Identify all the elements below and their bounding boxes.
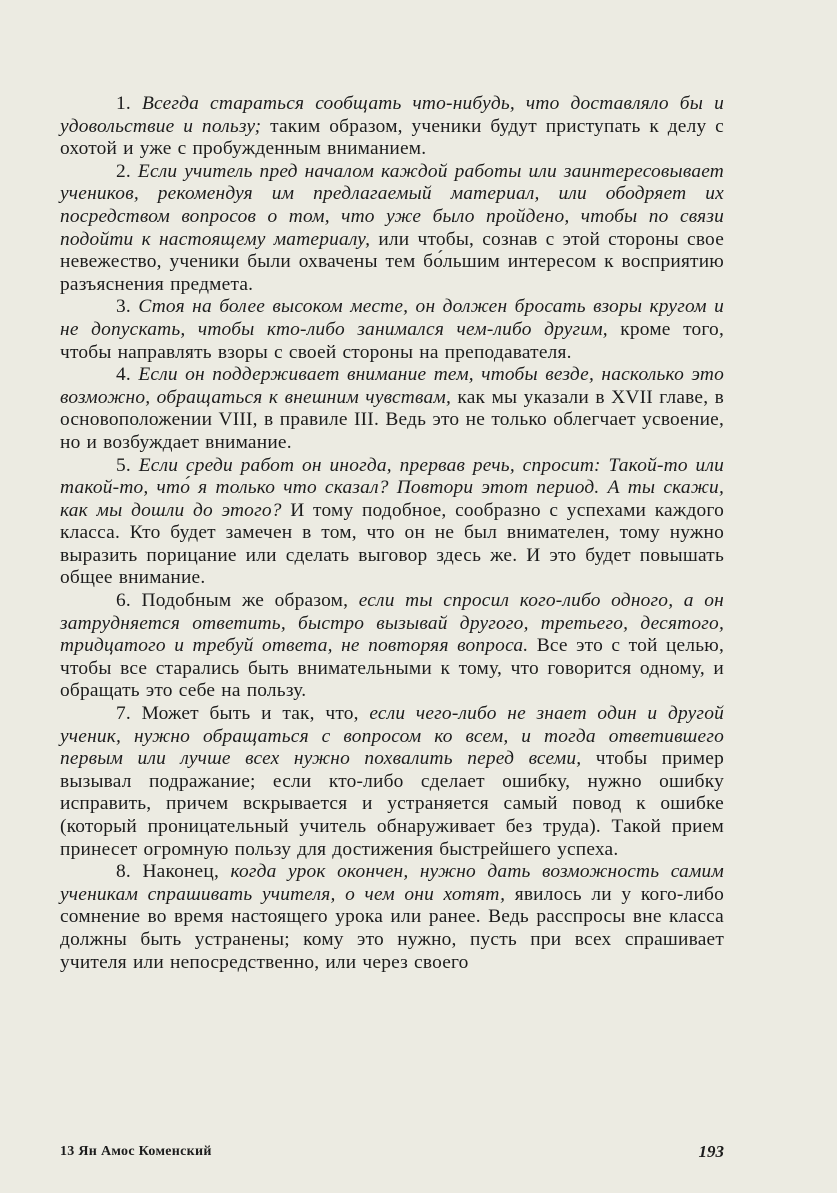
paragraph-number: 5. — [116, 454, 131, 476]
paragraph-number: 2. — [116, 160, 131, 182]
text: явилось ли у кого-либо сомнение во время настоящего урока или ранее. Ведь расспросы вне класса должны быть устранены; кому это нужно, пусть при всех спрашивает учителя или непосредственно, или через своего — [60, 883, 724, 973]
paragraph — [60, 455, 724, 591]
page-number: 193 — [698, 1142, 724, 1161]
paragraph-number: 3. — [116, 296, 131, 318]
paragraph — [60, 861, 724, 974]
text: Все это с той целью, чтобы все старались быть внимательными к тому, что говорится одному, и обращать это себе на пользу. — [60, 635, 725, 702]
text: Может быть и так, что, — [141, 703, 370, 725]
italic-text: Стоя на более высоком месте, он должен бросать взоры кругом и не допускать, чтобы кто-либо занимался чем-либо другим, — [60, 296, 724, 340]
paragraph-list — [60, 93, 724, 974]
italic-text: Всегда стараться сообщать что-нибудь, что доставляло бы и удовольствие и пользу; — [60, 93, 724, 137]
paragraph — [60, 364, 724, 454]
paragraph-number: 4. — [116, 364, 131, 386]
text: Подобным же образом, — [141, 590, 359, 612]
text: Наконец, — [142, 861, 231, 883]
paragraph — [60, 590, 724, 703]
text: или чтобы, сознав с этой стороны свое невежество, ученики были охвачены тем бо́льшим интересом к восприятию разъяснения предмета. — [60, 228, 724, 295]
paragraph-number: 1. — [116, 93, 131, 114]
italic-text: Если учитель пред началом каждой работы или заинтересовывает учеников, рекомендуя им предлагаемый материал, или ободряет их посредством вопросов о том, что уже было пройдено, чтобы по связи подойти к настоящему материалу, — [60, 160, 724, 250]
page-footer — [60, 1142, 724, 1164]
text: И тому подобное, сообразно с успехами каждого класса. Кто будет замечен в том, что он не был внимателен, тому нужно выразить порицание или сделать выговор здесь же. И это будет повышать общее внимание. — [60, 499, 724, 589]
text: таким образом, ученики будут приступать к делу с охотой и уже с пробужденным вниманием. — [60, 115, 724, 160]
paragraph — [60, 703, 724, 861]
text: как мы указали в XVII главе, в основоположении VIII, в правиле III. Ведь это не только облегчает усвоение, но и возбуждает внимание. — [60, 386, 724, 453]
italic-text: когда урок окончен, нужно дать возможность самим ученикам спрашивать учителя, о чем они хотят, — [60, 861, 724, 905]
text: кроме того, чтобы направлять взоры с своей стороны на преподавателя. — [60, 318, 724, 363]
italic-text: если чего-либо не знает один и другой ученик, нужно обращаться с вопросом ко всем, и тогда ответившего первым или лучше всех нужно похвалить перед всеми, — [60, 703, 724, 770]
paragraph-number: 7. — [116, 703, 131, 725]
italic-text: если ты спросил кого-либо одного, а он затрудняется ответить, быстро вызывай другого, третьего, десятого, тридцатого и требуй ответа, не повторяя вопроса. — [60, 590, 724, 657]
paragraph — [60, 296, 724, 364]
paragraph-number: 6. — [116, 590, 131, 612]
italic-text: Если он поддерживает внимание тем, чтобы везде, насколько это возможно, обращаться к внешним чувствам, — [60, 364, 724, 408]
page-body — [60, 93, 724, 974]
paragraph — [60, 161, 724, 297]
signature-mark: 13 Ян Амос Коменский — [60, 1144, 212, 1159]
paragraph-number: 8. — [116, 861, 131, 883]
text: чтобы пример вызывал подражание; если кто-либо сделает ошибку, нужно ошибку исправить, причем вскрывается и устраняется самый повод к ошибке (который проницательный учитель обнаруживает без труда). Такой прием принесет огромную пользу для достижения быстрейшего успеха. — [60, 748, 724, 860]
italic-text: Если среди работ он иногда, прервав речь, спросит: Такой-то или такой-то, что́ я только что сказал? Повтори этот период. А ты скажи, как мы дошли до этого? — [60, 454, 724, 521]
paragraph — [60, 93, 724, 161]
